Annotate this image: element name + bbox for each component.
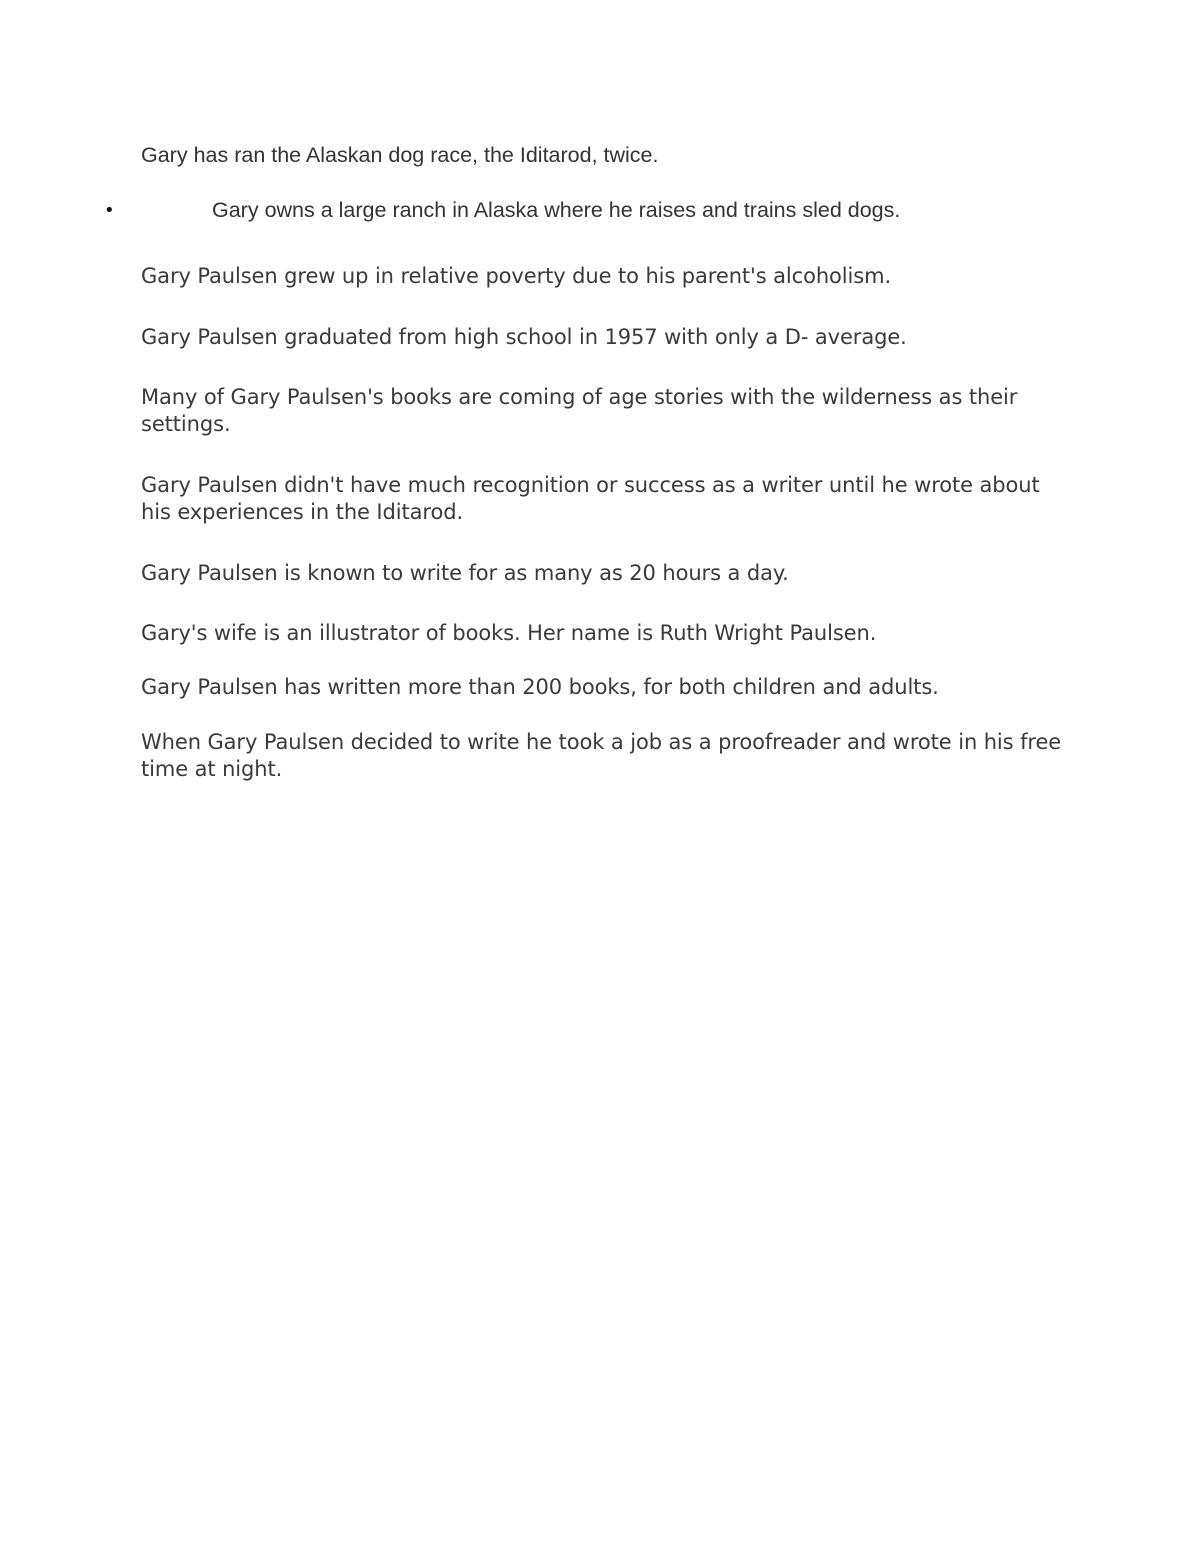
fact-graduation: Gary Paulsen graduated from high school in 1957 with only a D- average.	[141, 325, 907, 349]
fact-proofreader-job: When Gary Paulsen decided to write he took a job as a proofreader and wrote in his free time at night.	[141, 730, 1062, 781]
bullet-marker: •	[104, 200, 115, 221]
fact-coming-of-age: Many of Gary Paulsen's books are coming of age stories with the wilderness as their settings.	[141, 385, 1018, 436]
fact-iditarod-race: Gary has ran the Alaskan dog race, the Iditarod, twice.	[141, 143, 659, 167]
fact-recognition: Gary Paulsen didn't have much recognition or success as a writer until he wrote about his experiences in the Iditarod.	[141, 473, 1040, 524]
fact-writing-hours: Gary Paulsen is known to write for as many as 20 hours a day.	[141, 561, 789, 585]
fact-books-written: Gary Paulsen has written more than 200 books, for both children and adults.	[141, 675, 939, 699]
fact-wife-illustrator: Gary's wife is an illustrator of books. Her name is Ruth Wright Paulsen.	[141, 621, 877, 645]
fact-alaska-ranch: Gary owns a large ranch in Alaska where he raises and trains sled dogs.	[212, 198, 901, 222]
fact-childhood-poverty: Gary Paulsen grew up in relative poverty due to his parent's alcoholism.	[141, 264, 892, 288]
